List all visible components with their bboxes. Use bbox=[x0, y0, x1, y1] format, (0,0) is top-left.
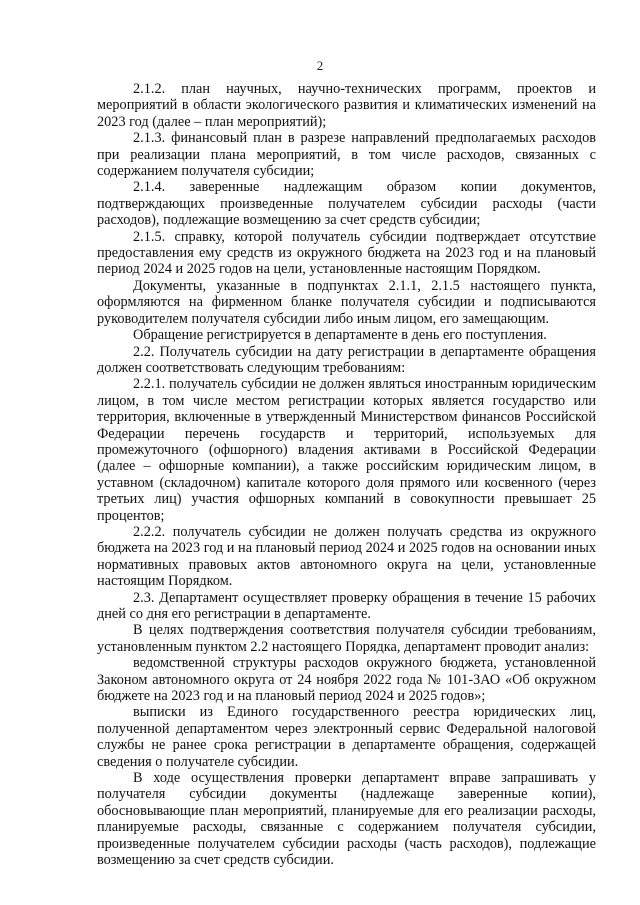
paragraph-registration: Обращение регистрируется в департаменте в день его поступления. bbox=[133, 327, 547, 344]
paragraph-verification-purpose: В целях подтверждения соответствия получателя субсидии требованиям, установленным пунктом 2.2 настоящего Порядка, департамент проводит анализ: bbox=[97, 622, 596, 655]
paragraph-registry-extract: выписки из Единого государственного реестра юридических лиц, полученной департаментом через электронный сервис Федеральной налоговой службы не ранее срока регистрации в департаменте обращения, содержащей сведения о получателе субсидии. bbox=[97, 704, 596, 770]
paragraph-2-2: 2.2. Получатель субсидии на дату регистрации в департаменте обращения должен соответствовать следующим требованиям: bbox=[97, 343, 596, 376]
paragraph-2-1-4: 2.1.4. заверенные надлежащим образом копии документов, подтверждающих произведенные получателем субсидии расходы (части расходов), подлежащие возмещению за счет средств субсидии; bbox=[97, 179, 596, 229]
paragraph-2-3: 2.3. Департамент осуществляет проверку обращения в течение 15 рабочих дней со дня его регистрации в департаменте. bbox=[97, 589, 596, 622]
paragraph-2-1-2: 2.1.2. план научных, научно-технических программ, проектов и мероприятий в области экологического развития и климатических изменений на 2023 год (далее – план мероприятий); bbox=[97, 81, 596, 130]
paragraph-document-request: В ходе осуществления проверки департамент вправе запрашивать у получателя субсидии документы (надлежаще заверенные копии), обосновывающие план мероприятий, планируемые для его реализации расходы, планируемые расходы, связанные с содержанием получателя субсидии, произведенные получателем субсидии расходы (часть расходов), подлежащие возмещению за счет средств субсидии. bbox=[97, 770, 596, 869]
paragraph-2-2-1: 2.2.1. получатель субсидии не должен являться иностранным юридическим лицом, в том числе местом регистрации которых является государство или территория, включенные в утвержденный Министерством финансов Российской Федерации перечень государств и территорий, используемых для промежуточного (офшорного) владения активами в Российской Федерации (далее – офшорные компании), а также российским юридическим лицом, в уставном (складочном) капитале которого доля прямого или косвенного (через третьих лиц) участия офшорных компаний в совокупности превышает 25 процентов; bbox=[97, 376, 596, 524]
paragraph-2-1-5: 2.1.5. справку, которой получатель субсидии подтверждает отсутствие предоставления ему средств из окружного бюджета на 2023 год и на плановый период 2024 и 2025 годов на цели, установленные настоящим Порядком. bbox=[97, 228, 596, 278]
page-number: 2 bbox=[316, 58, 324, 73]
document-body bbox=[97, 81, 596, 869]
paragraph-budget-structure: ведомственной структуры расходов окружного бюджета, установленной Законом автономного округа от 24 ноября 2022 года № 101-ЗАО «Об окружном бюджете на 2023 год и на плановый период 2024 и 2025 годов»; bbox=[97, 655, 596, 705]
paragraph-2-2-2: 2.2.2. получатель субсидии не должен получать средства из окружного бюджета на 2023 год и на плановый период 2024 и 2025 годов на основании иных нормативных правовых актов автономного округа на цели, установленные настоящим Порядком. bbox=[97, 523, 596, 590]
paragraph-2-1-3: 2.1.3. финансовый план в разрезе направлений предполагаемых расходов при реализации плана мероприятий, в том числе расходов, связанных с содержанием получателя субсидии; bbox=[97, 130, 596, 180]
paragraph-documents-note: Документы, указанные в подпунктах 2.1.1, 2.1.5 настоящего пункта, оформляются на фирменном бланке получателя субсидии и подписываются руководителем получателя субсидии либо иным лицом, его замещающим. bbox=[97, 277, 596, 327]
